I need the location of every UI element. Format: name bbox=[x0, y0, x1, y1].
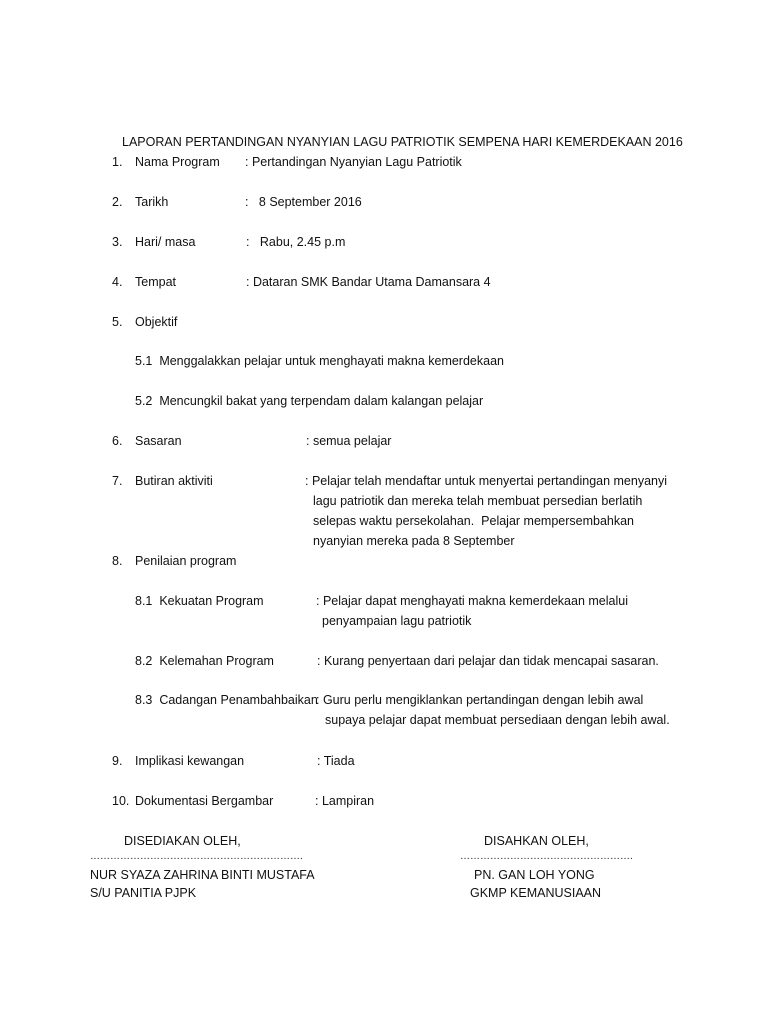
preparer-name: NUR SYAZA ZAHRINA BINTI MUSTAFA bbox=[90, 868, 315, 882]
evaluation-value: : Pelajar dapat menghayati makna kemerdekaan melalui bbox=[316, 594, 628, 608]
item-number: 3. bbox=[112, 235, 123, 249]
approver-position: GKMP KEMANUSIAAN bbox=[470, 886, 602, 900]
item-label: Hari/ masa bbox=[135, 235, 196, 249]
item-value: : Tiada bbox=[317, 754, 355, 768]
item-value-continuation: lagu patriotik dan mereka telah membuat persedian berlatih bbox=[313, 494, 643, 508]
item-label: Tarikh bbox=[135, 195, 169, 209]
item-number: 9. bbox=[112, 754, 123, 768]
item-value: : semua pelajar bbox=[306, 434, 392, 448]
item-label: Butiran aktiviti bbox=[135, 474, 213, 488]
signature-line: ……………………………………………. bbox=[460, 851, 633, 862]
report-title: LAPORAN PERTANDINGAN NYANYIAN LAGU PATRIOTIK SEMPENA HARI KEMERDEKAAN 2016 bbox=[122, 135, 683, 149]
item-label: Nama Program bbox=[135, 155, 220, 169]
evaluation-label: 8.3 Cadangan Penambahbaikan bbox=[135, 693, 318, 707]
evaluation-value: : Kurang penyertaan dari pelajar dan tidak mencapai sasaran. bbox=[317, 654, 659, 668]
objective-item: 5.2 Mencungkil bakat yang terpendam dalam kalangan pelajar bbox=[135, 394, 484, 408]
item-number: 2. bbox=[112, 195, 123, 209]
item-number: 4. bbox=[112, 275, 123, 289]
item-number: 5. bbox=[112, 315, 123, 329]
item-value: : Lampiran bbox=[315, 794, 375, 808]
item-label: Tempat bbox=[135, 275, 176, 289]
preparer-position: S/U PANITIA PJPK bbox=[90, 886, 197, 900]
prepared-by-heading: DISEDIAKAN OLEH, bbox=[124, 834, 241, 848]
evaluation-continuation: penyampaian lagu patriotik bbox=[322, 614, 472, 628]
evaluation-label: 8.1 Kekuatan Program bbox=[135, 594, 264, 608]
item-value: : Dataran SMK Bandar Utama Damansara 4 bbox=[246, 275, 491, 289]
item-label: Implikasi kewangan bbox=[135, 754, 245, 768]
item-label: Sasaran bbox=[135, 434, 182, 448]
item-value: : Pertandingan Nyanyian Lagu Patriotik bbox=[245, 155, 462, 169]
objective-item: 5.1 Menggalakkan pelajar untuk menghayati makna kemerdekaan bbox=[135, 354, 504, 368]
evaluation-label: 8.2 Kelemahan Program bbox=[135, 654, 274, 668]
item-value: : Rabu, 2.45 p.m bbox=[246, 235, 346, 249]
evaluation-value: : Guru perlu mengiklankan pertandingan dengan lebih awal bbox=[316, 693, 644, 707]
item-label: Dokumentasi Bergambar bbox=[135, 794, 274, 808]
approved-by-heading: DISAHKAN OLEH, bbox=[484, 834, 589, 848]
approver-name: PN. GAN LOH YONG bbox=[474, 868, 595, 882]
item-value-continuation: selepas waktu persekolahan. Pelajar mempersembahkan bbox=[313, 514, 635, 528]
item-value: : Pelajar telah mendaftar untuk menyertai pertandingan menyanyi bbox=[305, 474, 668, 488]
item-number: 8. bbox=[112, 554, 123, 568]
item-number: 1. bbox=[112, 155, 123, 169]
item-value: : 8 September 2016 bbox=[245, 195, 362, 209]
signature-line: ………………………………………………………. bbox=[90, 851, 303, 862]
item-label: Penilaian program bbox=[135, 554, 237, 568]
item-number: 7. bbox=[112, 474, 123, 488]
item-number: 10. bbox=[112, 794, 130, 808]
item-label: Objektif bbox=[135, 315, 178, 329]
evaluation-continuation: supaya pelajar dapat membuat persediaan dengan lebih awal. bbox=[325, 713, 670, 727]
item-number: 6. bbox=[112, 434, 123, 448]
item-value-continuation: nyanyian mereka pada 8 September bbox=[313, 534, 515, 548]
